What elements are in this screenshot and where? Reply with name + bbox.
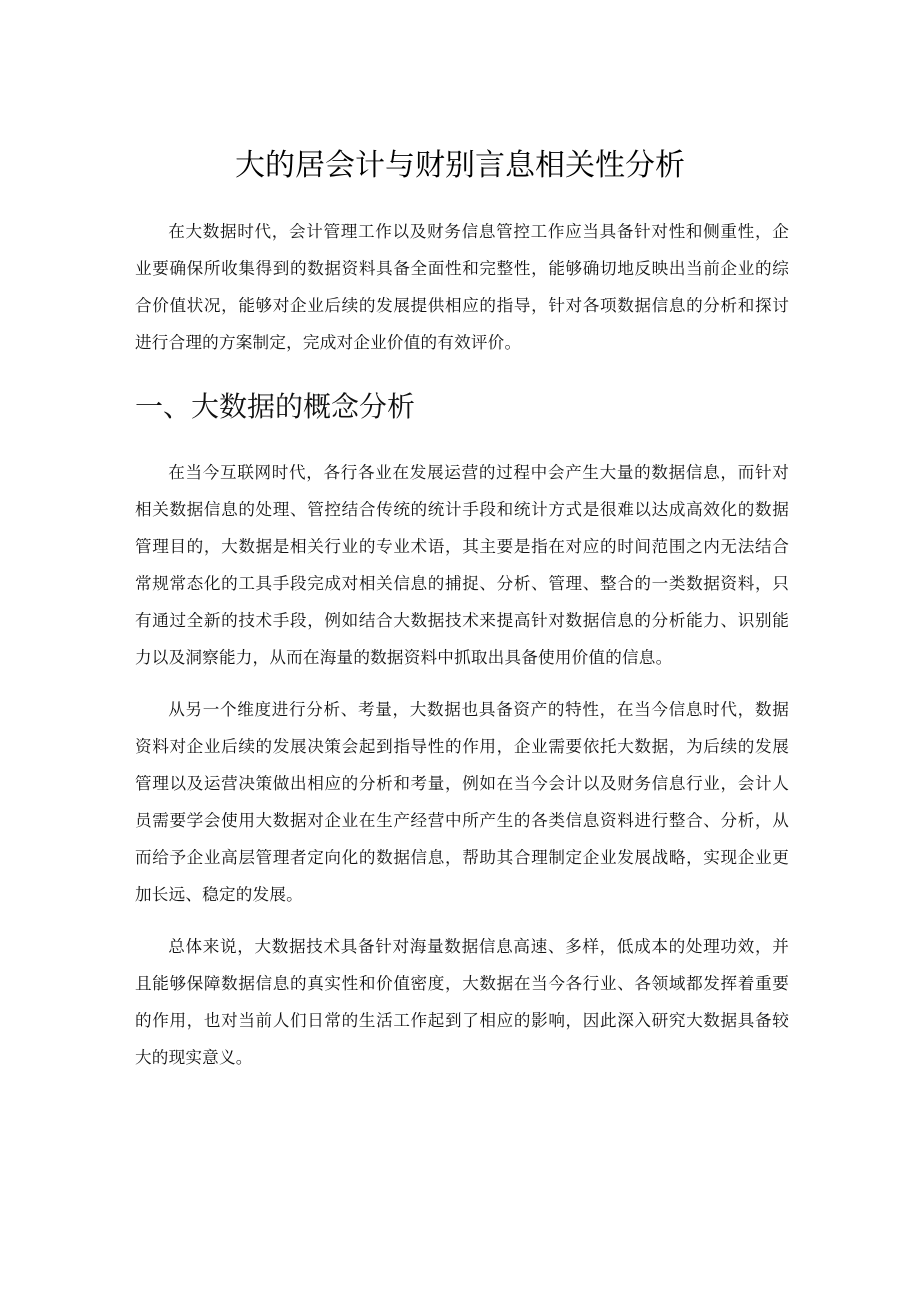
document-title: 大的居会计与财别言息相关性分析 <box>235 148 685 183</box>
section-paragraph: 从另一个维度进行分析、考量，大数据也具备资产的特性，在当今信息时代，数据资料对企业后续的发展决策会起到指导性的作用，企业需要依托大数据，为后续的发展管理以及运营决策做出相应的分析和考量，例如在当今会计以及财务信息行业，会计人员需要学会使用大数据对企业在生产经营中所产生的各类信息资料进行整合、分析，从而给予企业高层管理者定向化的数据信息，帮助其合理制定企业发展战略，实现企业更加长远、稳定的发展。 <box>135 700 789 904</box>
document-body <box>135 213 789 1076</box>
intro-paragraph: 在大数据时代，会计管理工作以及财务信息管控工作应当具备针对性和侧重性，企业要确保所收集得到的数据资料具备全面性和完整性，能够确切地反映出当前企业的综合价值状况，能够对企业后续的发展提供相应的指导，针对各项数据信息的分析和探讨进行合理的方案制定，完成对企业价值的有效评价。 <box>135 222 789 352</box>
section-paragraph: 在当今互联网时代，各行各业在发展运营的过程中会产生大量的数据信息，而针对相关数据信息的处理、管控结合传统的统计手段和统计方式是很难以达成高效化的数据管理目的，大数据是相关行业的专业术语，其主要是指在对应的时间范围之内无法结合常规常态化的工具手段完成对相关信息的捕捉、分析、管理、整合的一类数据资料，只有通过全新的技术手段，例如结合大数据技术来提高针对数据信息的分析能力、识别能力以及洞察能力，从而在海量的数据资料中抓取出具备使用价值的信息。 <box>135 463 789 667</box>
section-heading: 一、大数据的概念分析 <box>135 390 416 423</box>
section-paragraph: 总体来说，大数据技术具备针对海量数据信息高速、多样，低成本的处理功效，并且能够保障数据信息的真实性和价值密度，大数据在当今各行业、各领域都发挥着重要的作用，也对当前人们日常的生活工作起到了相应的影响，因此深入研究大数据具备较大的现实意义。 <box>135 937 789 1067</box>
